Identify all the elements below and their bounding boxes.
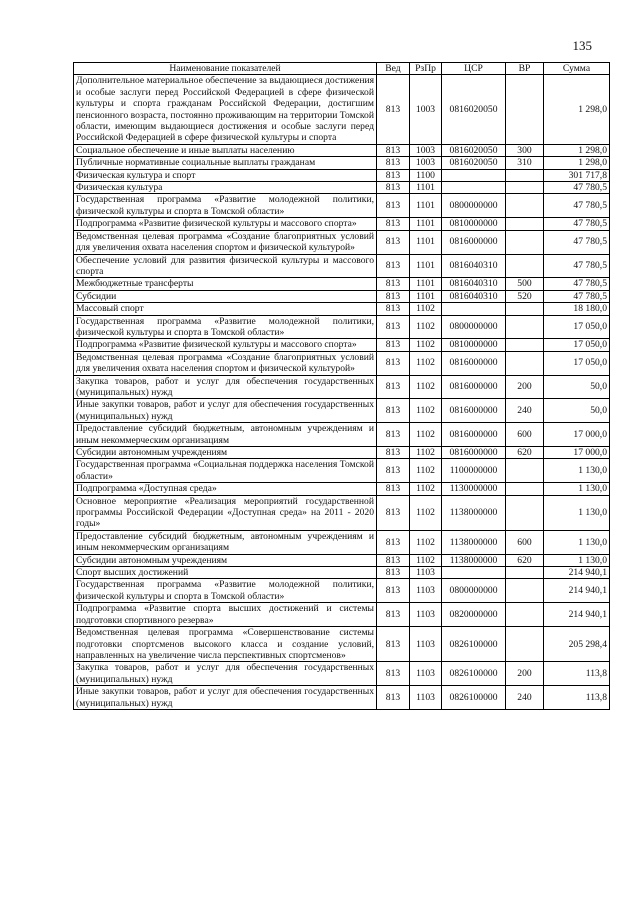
- row-vr-cell: [506, 567, 544, 579]
- budget-table: [73, 62, 610, 710]
- row-rzpr-cell: 1102: [410, 483, 442, 495]
- table-row: [74, 554, 610, 566]
- row-rzpr-cell: 1102: [410, 530, 442, 554]
- row-csr-cell: 0826100000: [442, 662, 506, 686]
- row-sum-cell: 113,8: [544, 662, 610, 686]
- row-vr-cell: 240: [506, 686, 544, 710]
- table-row: [74, 351, 610, 375]
- row-name-cell: Подпрограмма «Развитие физической культуры и массового спорта»: [74, 339, 377, 351]
- row-sum-cell: 113,8: [544, 686, 610, 710]
- row-csr-cell: 0816020050: [442, 75, 506, 144]
- row-ved-cell: 813: [377, 218, 410, 230]
- row-sum-cell: 47 780,5: [544, 290, 610, 302]
- row-ved-cell: 813: [377, 375, 410, 399]
- table-row: [74, 230, 610, 254]
- row-sum-cell: 17 000,0: [544, 423, 610, 447]
- row-vr-cell: [506, 182, 544, 194]
- table-row: [74, 290, 610, 302]
- row-name-cell: Иные закупки товаров, работ и услуг для обеспечения государственных (муниципальных) нужд: [74, 686, 377, 710]
- row-sum-cell: 17 000,0: [544, 447, 610, 459]
- row-name-cell: Ведомственная целевая программа «Создание благоприятных условий для увеличения охвата населения спортом и физической культурой»: [74, 351, 377, 375]
- row-name-cell: Публичные нормативные социальные выплаты гражданам: [74, 157, 377, 169]
- row-csr-cell: 0800000000: [442, 579, 506, 603]
- row-vr-cell: 200: [506, 662, 544, 686]
- row-ved-cell: 813: [377, 351, 410, 375]
- row-ved-cell: 813: [377, 230, 410, 254]
- row-sum-cell: 214 940,1: [544, 579, 610, 603]
- row-name-cell: Государственная программа «Развитие молодежной политики, физической культуры и спорта в Томской области»: [74, 579, 377, 603]
- table-row: [74, 254, 610, 278]
- row-ved-cell: 813: [377, 157, 410, 169]
- row-name-cell: Предоставление субсидий бюджетным, автономным учреждениям и иным некоммерческим организациям: [74, 530, 377, 554]
- row-rzpr-cell: 1003: [410, 75, 442, 144]
- table-row: [74, 182, 610, 194]
- row-ved-cell: 813: [377, 662, 410, 686]
- row-sum-cell: 1 130,0: [544, 554, 610, 566]
- row-ved-cell: 813: [377, 169, 410, 181]
- row-name-cell: Иные закупки товаров, работ и услуг для обеспечения государственных (муниципальных) нужд: [74, 399, 377, 423]
- row-ved-cell: 813: [377, 278, 410, 290]
- table-row: [74, 447, 610, 459]
- row-sum-cell: 50,0: [544, 375, 610, 399]
- row-rzpr-cell: 1102: [410, 447, 442, 459]
- row-sum-cell: 50,0: [544, 399, 610, 423]
- row-sum-cell: 1 298,0: [544, 157, 610, 169]
- row-vr-cell: 520: [506, 290, 544, 302]
- row-name-cell: Дополнительное материальное обеспечение за выдающиеся достижения и особые заслуги перед Российской Федерацией в сфере физической культуры и спорта гражданам Российской Федерации, достигшим пенсионного возраста, постоянно проживающим на территории Томской области, имеющим выдающиеся достижения и особые заслуги перед Российской Федерацией в сфере физической культуры и спорта: [74, 75, 377, 144]
- row-name-cell: Предоставление субсидий бюджетным, автономным учреждениям и иным некоммерческим организациям: [74, 423, 377, 447]
- row-name-cell: Подпрограмма «Развитие спорта высших достижений и системы подготовки спортивного резерва»: [74, 603, 377, 627]
- row-name-cell: Основное мероприятие «Реализация мероприятий государственной программы Российской Федерации «Доступная среда» на 2011 - 2020 годы»: [74, 495, 377, 530]
- row-ved-cell: 813: [377, 627, 410, 662]
- row-sum-cell: 17 050,0: [544, 351, 610, 375]
- row-name-cell: Государственная программа «Социальная поддержка населения Томской области»: [74, 459, 377, 483]
- row-rzpr-cell: 1103: [410, 662, 442, 686]
- row-name-cell: Физическая культура: [74, 182, 377, 194]
- table-row: [74, 399, 610, 423]
- row-ved-cell: 813: [377, 339, 410, 351]
- row-name-cell: Обеспечение условий для развития физической культуры и массового спорта: [74, 254, 377, 278]
- page-number: 135: [572, 38, 592, 53]
- row-rzpr-cell: 1003: [410, 144, 442, 156]
- row-ved-cell: 813: [377, 686, 410, 710]
- row-name-cell: Межбюджетные трансферты: [74, 278, 377, 290]
- row-csr-cell: 0816000000: [442, 447, 506, 459]
- column-header-csr: ЦСР: [442, 63, 506, 75]
- table-row: [74, 315, 610, 339]
- table-row: [74, 603, 610, 627]
- row-ved-cell: 813: [377, 483, 410, 495]
- row-ved-cell: 813: [377, 315, 410, 339]
- column-header-rzpr: РзПр: [410, 63, 442, 75]
- row-rzpr-cell: 1102: [410, 399, 442, 423]
- table-row: [74, 278, 610, 290]
- row-name-cell: Массовый спорт: [74, 303, 377, 315]
- row-name-cell: Ведомственная целевая программа «Создание благоприятных условий для увеличения охвата населения спортом и физической культурой»: [74, 230, 377, 254]
- row-name-cell: Субсидии автономным учреждениям: [74, 554, 377, 566]
- row-rzpr-cell: 1101: [410, 218, 442, 230]
- row-rzpr-cell: 1101: [410, 254, 442, 278]
- row-sum-cell: 205 298,4: [544, 627, 610, 662]
- row-vr-cell: 200: [506, 375, 544, 399]
- table-row: [74, 218, 610, 230]
- row-ved-cell: 813: [377, 567, 410, 579]
- row-name-cell: Подпрограмма «Развитие физической культуры и массового спорта»: [74, 218, 377, 230]
- row-rzpr-cell: 1103: [410, 686, 442, 710]
- row-sum-cell: 47 780,5: [544, 194, 610, 218]
- row-sum-cell: 214 940,1: [544, 603, 610, 627]
- row-sum-cell: 47 780,5: [544, 218, 610, 230]
- row-csr-cell: 0816000000: [442, 351, 506, 375]
- row-csr-cell: 0800000000: [442, 194, 506, 218]
- row-csr-cell: 0816000000: [442, 423, 506, 447]
- row-rzpr-cell: 1101: [410, 278, 442, 290]
- row-sum-cell: 1 130,0: [544, 459, 610, 483]
- row-name-cell: Физическая культура и спорт: [74, 169, 377, 181]
- row-rzpr-cell: 1103: [410, 567, 442, 579]
- table-row: [74, 375, 610, 399]
- row-rzpr-cell: 1003: [410, 157, 442, 169]
- row-ved-cell: 813: [377, 144, 410, 156]
- row-csr-cell: 0826100000: [442, 686, 506, 710]
- table-row: [74, 144, 610, 156]
- row-vr-cell: 500: [506, 278, 544, 290]
- row-vr-cell: [506, 218, 544, 230]
- row-name-cell: Подпрограмма «Доступная среда»: [74, 483, 377, 495]
- row-name-cell: Государственная программа «Развитие молодежной политики, физической культуры и спорта в Томской области»: [74, 315, 377, 339]
- row-name-cell: Субсидии: [74, 290, 377, 302]
- row-rzpr-cell: 1102: [410, 495, 442, 530]
- row-rzpr-cell: 1102: [410, 339, 442, 351]
- row-rzpr-cell: 1101: [410, 230, 442, 254]
- row-ved-cell: 813: [377, 579, 410, 603]
- row-csr-cell: 1130000000: [442, 483, 506, 495]
- row-vr-cell: [506, 169, 544, 181]
- row-rzpr-cell: 1101: [410, 290, 442, 302]
- row-name-cell: Социальное обеспечение и иные выплаты населению: [74, 144, 377, 156]
- column-header-vr: ВР: [506, 63, 544, 75]
- table-row: [74, 567, 610, 579]
- row-rzpr-cell: 1100: [410, 169, 442, 181]
- row-csr-cell: 0810000000: [442, 218, 506, 230]
- table-row: [74, 579, 610, 603]
- row-name-cell: Спорт высших достижений: [74, 567, 377, 579]
- row-vr-cell: 600: [506, 423, 544, 447]
- row-vr-cell: [506, 627, 544, 662]
- column-header-ved: Вед: [377, 63, 410, 75]
- table-row: [74, 423, 610, 447]
- table-row: [74, 75, 610, 144]
- row-sum-cell: 1 298,0: [544, 75, 610, 144]
- row-name-cell: Ведомственная целевая программа «Совершенствование системы подготовки спортсменов высокого класса и создание условий, направленных на увеличение числа перспективных спортсменов»: [74, 627, 377, 662]
- column-header-sum: Сумма: [544, 63, 610, 75]
- row-name-cell: Субсидии автономным учреждениям: [74, 447, 377, 459]
- row-csr-cell: 0816020050: [442, 157, 506, 169]
- row-rzpr-cell: 1101: [410, 194, 442, 218]
- row-rzpr-cell: 1102: [410, 554, 442, 566]
- row-rzpr-cell: 1103: [410, 627, 442, 662]
- row-name-cell: Государственная программа «Развитие молодежной политики, физической культуры и спорта в Томской области»: [74, 194, 377, 218]
- row-sum-cell: 47 780,5: [544, 278, 610, 290]
- row-ved-cell: 813: [377, 182, 410, 194]
- row-vr-cell: [506, 483, 544, 495]
- row-vr-cell: [506, 495, 544, 530]
- row-vr-cell: 600: [506, 530, 544, 554]
- row-vr-cell: 240: [506, 399, 544, 423]
- row-csr-cell: 1138000000: [442, 554, 506, 566]
- row-rzpr-cell: 1103: [410, 603, 442, 627]
- row-vr-cell: [506, 230, 544, 254]
- row-sum-cell: 1 130,0: [544, 530, 610, 554]
- row-vr-cell: 300: [506, 144, 544, 156]
- row-ved-cell: 813: [377, 75, 410, 144]
- row-csr-cell: [442, 567, 506, 579]
- row-csr-cell: 0816000000: [442, 375, 506, 399]
- row-ved-cell: 813: [377, 194, 410, 218]
- row-vr-cell: [506, 75, 544, 144]
- row-ved-cell: 813: [377, 554, 410, 566]
- row-csr-cell: [442, 169, 506, 181]
- row-rzpr-cell: 1102: [410, 375, 442, 399]
- row-csr-cell: [442, 182, 506, 194]
- row-csr-cell: 1138000000: [442, 495, 506, 530]
- row-csr-cell: 0826100000: [442, 627, 506, 662]
- row-name-cell: Закупка товаров, работ и услуг для обеспечения государственных (муниципальных) нужд: [74, 662, 377, 686]
- table-row: [74, 169, 610, 181]
- row-ved-cell: 813: [377, 603, 410, 627]
- row-sum-cell: 17 050,0: [544, 315, 610, 339]
- row-csr-cell: 0810000000: [442, 339, 506, 351]
- row-csr-cell: 0816040310: [442, 254, 506, 278]
- row-csr-cell: 1100000000: [442, 459, 506, 483]
- row-sum-cell: 47 780,5: [544, 230, 610, 254]
- row-sum-cell: 47 780,5: [544, 254, 610, 278]
- row-rzpr-cell: 1102: [410, 351, 442, 375]
- row-csr-cell: 0816020050: [442, 144, 506, 156]
- table-row: [74, 339, 610, 351]
- row-vr-cell: [506, 603, 544, 627]
- row-sum-cell: 1 298,0: [544, 144, 610, 156]
- row-csr-cell: [442, 303, 506, 315]
- row-vr-cell: 620: [506, 554, 544, 566]
- row-rzpr-cell: 1102: [410, 423, 442, 447]
- table-row: [74, 686, 610, 710]
- row-vr-cell: [506, 579, 544, 603]
- row-ved-cell: 813: [377, 423, 410, 447]
- table-row: [74, 495, 610, 530]
- row-sum-cell: 47 780,5: [544, 182, 610, 194]
- table-row: [74, 662, 610, 686]
- row-csr-cell: 0800000000: [442, 315, 506, 339]
- row-rzpr-cell: 1103: [410, 579, 442, 603]
- row-sum-cell: 18 180,0: [544, 303, 610, 315]
- row-rzpr-cell: 1102: [410, 315, 442, 339]
- row-csr-cell: 0816040310: [442, 290, 506, 302]
- row-ved-cell: 813: [377, 530, 410, 554]
- row-csr-cell: 0820000000: [442, 603, 506, 627]
- row-rzpr-cell: 1102: [410, 459, 442, 483]
- row-rzpr-cell: 1102: [410, 303, 442, 315]
- table-row: [74, 483, 610, 495]
- row-vr-cell: [506, 254, 544, 278]
- row-ved-cell: 813: [377, 399, 410, 423]
- row-vr-cell: [506, 339, 544, 351]
- row-sum-cell: 1 130,0: [544, 483, 610, 495]
- row-ved-cell: 813: [377, 459, 410, 483]
- table-row: [74, 530, 610, 554]
- row-sum-cell: 214 940,1: [544, 567, 610, 579]
- row-csr-cell: 0816040310: [442, 278, 506, 290]
- row-vr-cell: 620: [506, 447, 544, 459]
- row-ved-cell: 813: [377, 290, 410, 302]
- row-ved-cell: 813: [377, 447, 410, 459]
- row-vr-cell: [506, 459, 544, 483]
- row-sum-cell: 301 717,8: [544, 169, 610, 181]
- row-vr-cell: [506, 303, 544, 315]
- row-csr-cell: 0816000000: [442, 230, 506, 254]
- table-row: [74, 157, 610, 169]
- row-ved-cell: 813: [377, 254, 410, 278]
- row-vr-cell: [506, 194, 544, 218]
- table-row: [74, 627, 610, 662]
- row-ved-cell: 813: [377, 495, 410, 530]
- row-vr-cell: [506, 315, 544, 339]
- row-csr-cell: 0816000000: [442, 399, 506, 423]
- row-rzpr-cell: 1101: [410, 182, 442, 194]
- row-name-cell: Закупка товаров, работ и услуг для обеспечения государственных (муниципальных) нужд: [74, 375, 377, 399]
- row-sum-cell: 1 130,0: [544, 495, 610, 530]
- row-sum-cell: 17 050,0: [544, 339, 610, 351]
- row-vr-cell: [506, 351, 544, 375]
- table-header-row: [74, 63, 610, 75]
- table-row: [74, 194, 610, 218]
- row-ved-cell: 813: [377, 303, 410, 315]
- table-row: [74, 459, 610, 483]
- column-header-name: Наименование показателей: [74, 63, 377, 75]
- table-row: [74, 303, 610, 315]
- row-vr-cell: 310: [506, 157, 544, 169]
- row-csr-cell: 1138000000: [442, 530, 506, 554]
